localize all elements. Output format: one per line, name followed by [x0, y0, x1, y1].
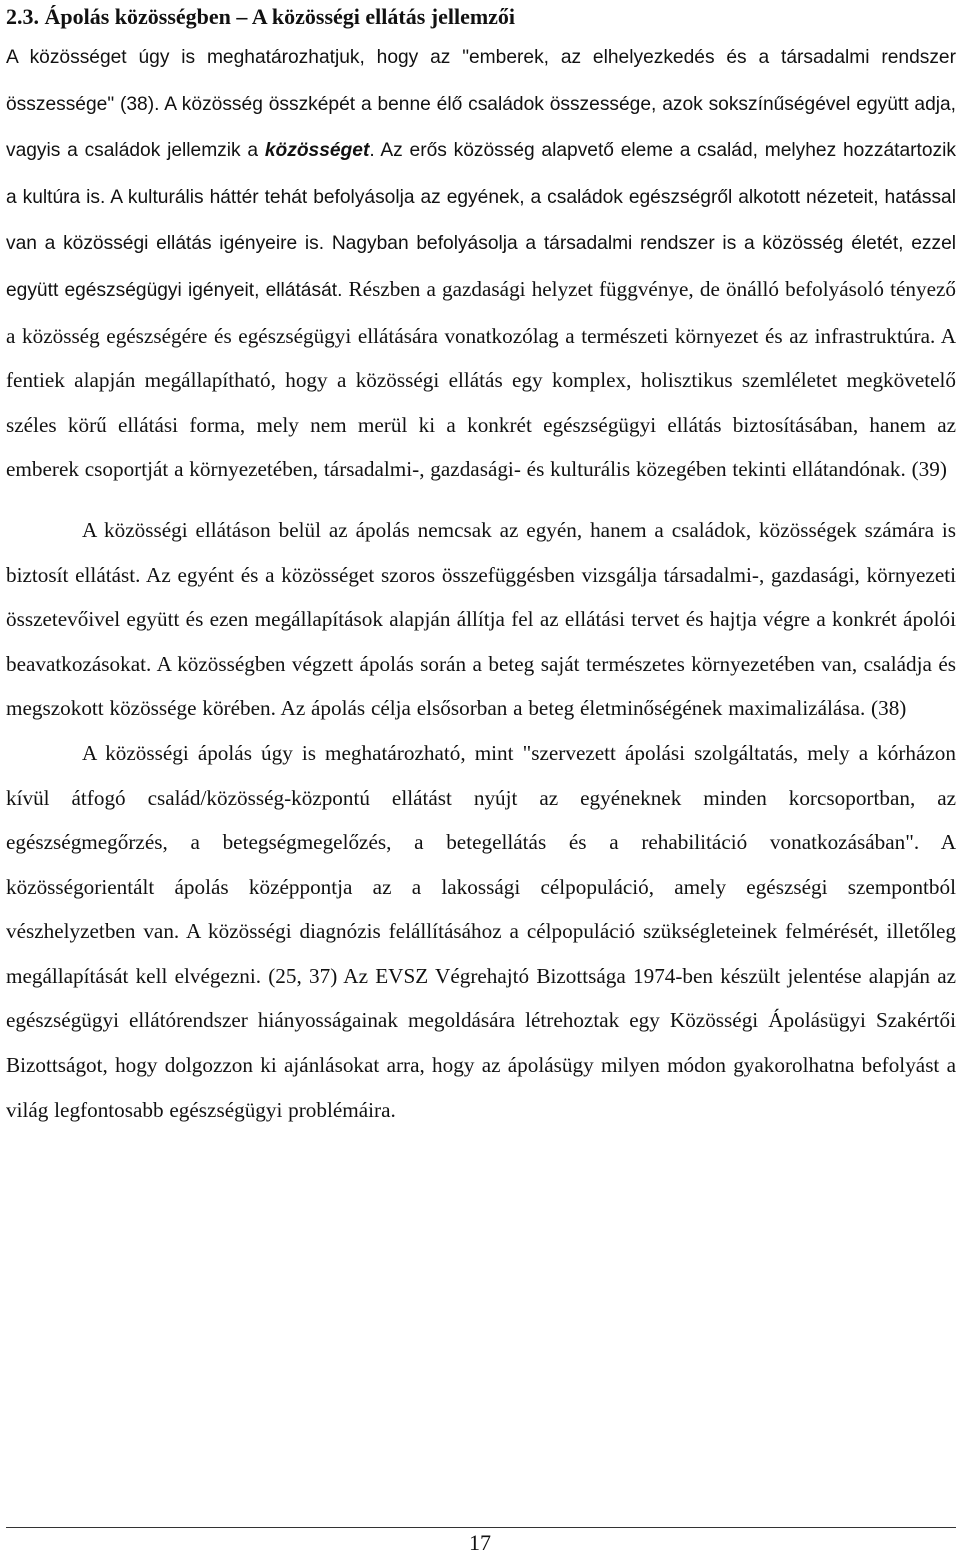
page-number: 17	[469, 1530, 491, 1555]
footer-divider	[6, 1527, 956, 1528]
document-page	[6, 0, 956, 1132]
paragraph-community-nursing: A közösségi ellátáson belül az ápolás nemcsak az egyén, hanem a családok, közösségek számára is biztosít ellátást. Az egyént és a közösséget szoros összefüggésben vizsgálja társadalmi-, gazdasági, környezeti összetevőivel együtt és ezen megállapítások alapján állítja fel az ellátási tervet és hajtja végre a konkrét ápolói beavatkozásokat. A közösségben végzett ápolás során a beteg saját természetes környezetében van, családja és megszokott közössége körében. Az ápolás célja elsősorban a beteg életminőségének maximalizálása. (38)	[6, 517, 956, 721]
paragraph-text-sans: A közösséget úgy is meghatározhatjuk, hogy az "emberek, az elhelyezkedés és a társadalmi rendszer összessége" (38). A közösség összképét a benne élő családok összessége, azok sokszínűségével együtt adja, vagyis a családok jellemzik a	[6, 47, 956, 162]
paragraph-text-sans-continued: . Az erős közösség alapvető eleme a család, melyhez hozzátartozik a kultúra is. A kulturális háttér tehát befolyásolja az egyének, a családok egészségről alkotott nézeteit, hatással van a közösségi ellátás igényeire is. Nagyban befolyásolja a társadalmi rendszer is a közösség életét, ezzel együtt egészségügyi igényeit, ellátását.	[6, 140, 956, 301]
emphasized-word: közösséget	[264, 140, 370, 162]
paragraph-community-definition	[6, 34, 956, 492]
section-heading: 2.3. Ápolás közösségben – A közösségi ellátás jellemzői	[6, 4, 516, 29]
paragraph-text-serif: Részben a gazdasági helyzet függvénye, de önálló befolyásoló tényező a közösség egészségére és egészségügyi ellátására vonatkozólag a természeti környezet és az infrastruktúra. A fentiek alapján megállapítható, hogy a közösségi ellátás egy komplex, holisztikus szemléletet megkövetelő széles körű ellátási forma, mely nem merül ki a konkrét egészségügyi ellátás biztosításában, hanem az emberek csoportját a környezetében, társadalmi-, gazdasági- és kulturális közegében tekinti ellátandónak. (39)	[6, 276, 956, 482]
paragraph-community-nursing-definition: A közösségi ápolás úgy is meghatározható, mint "szervezett ápolási szolgáltatás, mely a kórházon kívül átfogó család/közösség-központú ellátást nyújt az egyéneknek minden korcsoportban, az egészségmegőrzés, a betegségmegelőzés, a betegellátás és a rehabilitáció vonatkozásában". A közösségorientált ápolás középpontja az a lakossági célpopuláció, amely egészségi szempontból vészhelyzetben van. A közösségi diagnózis felállításához a célpopuláció szükségleteinek felmérését, illetőleg megállapítását kell elvégezni. (25, 37) Az EVSZ Végrehajtó Bizottsága 1974-ben készült jelentése alapján az egészségügyi ellátórendszer hiányosságainak megoldására létrehoztak egy Közösségi Ápolásügyi Szakértői Bizottságot, hogy dolgozzon ki ajánlásokat arra, hogy az ápolásügy milyen módon gyakorolhatna befolyást a világ legfontosabb egészségügyi problémáira.	[6, 740, 956, 1122]
